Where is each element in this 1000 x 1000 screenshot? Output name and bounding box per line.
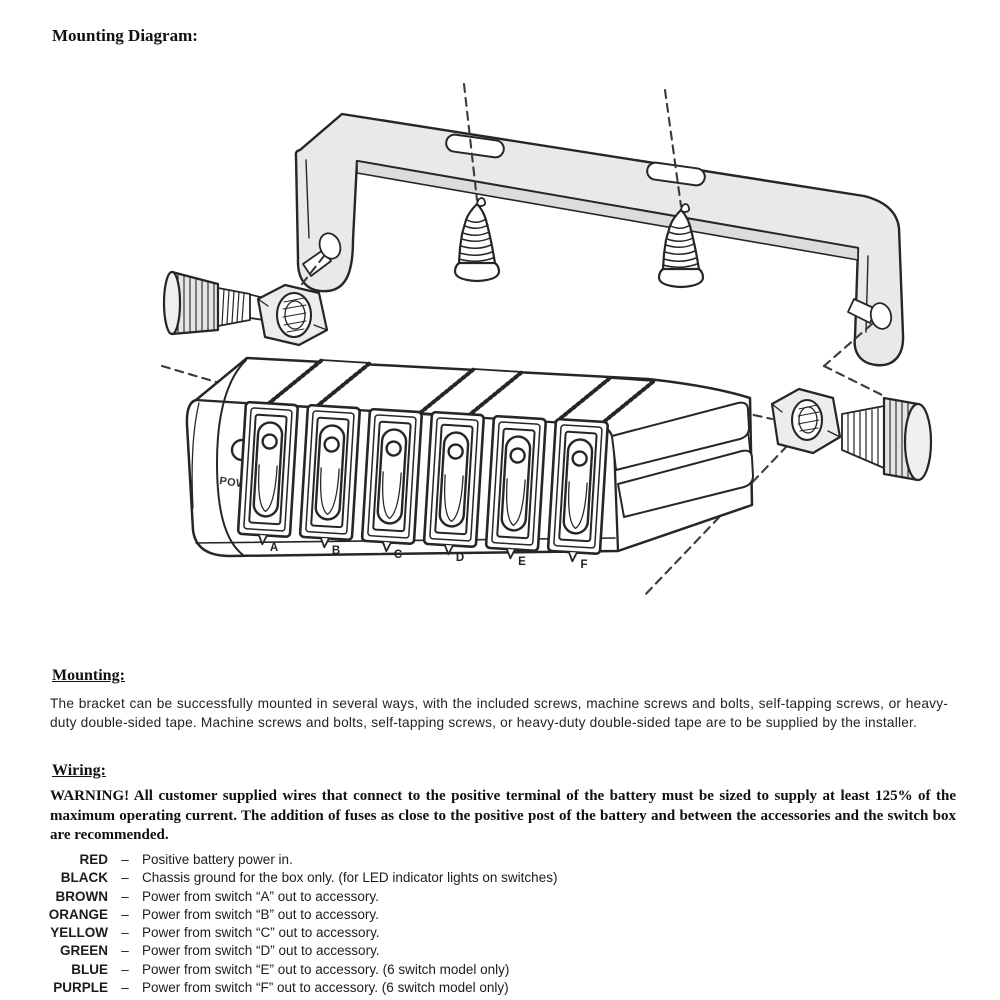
wire-description: Chassis ground for the box only. (for LED indicator lights on switches) <box>142 870 558 886</box>
rocker-switch-f <box>547 419 608 563</box>
legend-dash: – <box>121 852 129 867</box>
self-tapping-screw-left <box>455 198 499 281</box>
wire-color: BLUE <box>71 961 108 977</box>
legend-dash: – <box>121 961 129 977</box>
wire-description: Power from switch “F” out to accessory. (6 switch model only) <box>142 980 509 996</box>
mounting-paragraph: The bracket can be successfully mounted in several ways, with the included screws, machine screws and bolts, self-tapping screws, or heavy-duty double-sided tape. Machine screws and bolts, self-tapping screws, or heavy-duty double-sided tape are to be supplied by the installer. <box>50 696 948 730</box>
switch-letter-d: D <box>455 552 465 564</box>
legend-dash: – <box>121 925 129 941</box>
hex-nut-left <box>258 285 327 345</box>
hex-nut-right <box>772 389 840 453</box>
legend-dash: – <box>121 980 129 996</box>
page-title: Mounting Diagram: <box>52 26 198 45</box>
thumbscrew-left <box>164 272 272 334</box>
legend-row <box>0 979 960 997</box>
legend-row <box>0 869 960 887</box>
rocker-switch-b <box>299 405 360 549</box>
wire-color: ORANGE <box>48 906 108 922</box>
wire-description: Power from switch “E” out to accessory. (6 switch model only) <box>142 961 510 977</box>
mounting-heading: Mounting: <box>52 667 125 684</box>
legend-dash: – <box>121 906 129 922</box>
legend-row <box>0 942 960 960</box>
power-label: POWER <box>218 475 264 494</box>
legend-dash: – <box>121 888 129 904</box>
legend-row <box>0 851 960 869</box>
switch-letter-c: C <box>393 549 403 561</box>
rocker-switch-e <box>485 416 546 560</box>
wire-color: BROWN <box>55 888 108 904</box>
wire-description: Positive battery power in. <box>142 852 293 867</box>
switch-letter-a: A <box>269 542 279 554</box>
wire-color: GREEN <box>59 943 108 959</box>
wire-description: Power from switch “B” out to accessory. <box>142 906 379 922</box>
legend-row <box>0 961 960 979</box>
wire-description: Power from switch “C” out to accessory. <box>142 925 380 941</box>
rocker-switch-c <box>361 409 422 553</box>
wire-description: Power from switch “D” out to accessory. <box>142 943 380 959</box>
wire-color: BLACK <box>60 870 108 886</box>
wiring-heading: Wiring: <box>52 762 106 779</box>
mounting-bracket <box>296 114 903 365</box>
switch-box <box>187 358 753 571</box>
switch-letter-b: B <box>331 545 341 557</box>
wire-description: Power from switch “A” out to accessory. <box>142 888 379 904</box>
legend-row <box>0 888 960 906</box>
switch-letter-e: E <box>518 556 526 568</box>
wire-color: RED <box>79 852 108 867</box>
wire-color: PURPLE <box>53 980 108 996</box>
legend-dash: – <box>121 943 129 959</box>
wire-color-legend <box>0 851 960 997</box>
rocker-switch-d <box>423 412 484 556</box>
wiring-warning-paragraph: WARNING! All customer supplied wires that connect to the positive terminal of the battery must be sized to supply at least 125% of the maximum operating current. The addition of fuses as close to the positive post of the battery and between the accessories and the switch box are recommended. <box>50 788 956 843</box>
thumbscrew-right <box>842 398 931 480</box>
legend-dash: – <box>121 870 129 886</box>
rocker-switch-a <box>237 402 298 546</box>
switch-letter-f: F <box>580 559 588 571</box>
wire-color: YELLOW <box>50 925 108 941</box>
legend-row <box>0 906 960 924</box>
legend-row <box>0 924 960 942</box>
